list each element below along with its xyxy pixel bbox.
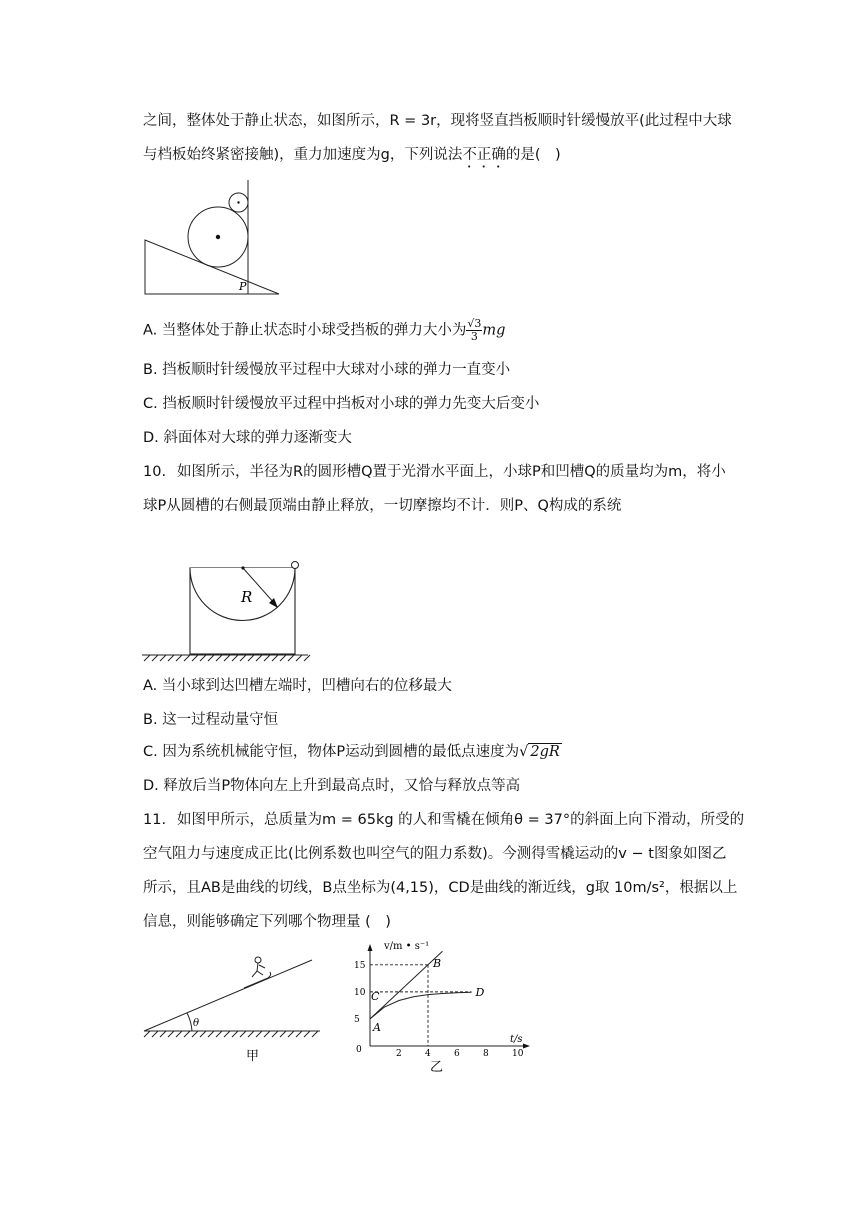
fraction: $\frac{√3}{3}$ <box>467 317 482 343</box>
x-tick-label: 4 <box>425 1049 431 1059</box>
incline-wedge <box>145 240 279 294</box>
q11-stem-line1: 11. 如图甲所示，总质量为m = 65kg 的人和雪橇在倾角θ = 37°的斜面上向下滑动，所受的 <box>143 812 745 828</box>
tangent-ab <box>370 951 443 1019</box>
fig-jia-caption: 甲 <box>246 1049 260 1064</box>
q9-stem-line2-b: 的是( ) <box>505 147 561 163</box>
x-tick-label: 10 <box>512 1049 524 1059</box>
q10-option-a[interactable]: A. 当小球到达凹槽左端时，凹槽向右的位移最大 <box>143 678 452 694</box>
q10-stem-line2: 球P从圆槽的右侧最顶端由静止释放，一切摩擦均不计．则P、Q构成的系统 <box>143 498 622 514</box>
q10-option-d[interactable]: D. 释放后当P物体向左上升到最高点时，又恰与释放点等高 <box>143 778 521 794</box>
y-tick-label: 5 <box>354 1014 360 1025</box>
vt-curve <box>370 989 472 1019</box>
q9-stem-line1: 之间，整体处于静止状态，如图所示，R = 3r，现将竖直挡板顺时针缓慢放平(此过程中大球 <box>143 113 732 129</box>
q11-stem-line4: 信息，则能够确定下列哪个物理量 ( ) <box>143 914 391 930</box>
x-tick-label: 2 <box>396 1049 402 1059</box>
point-label-c: C <box>371 989 380 1003</box>
x-tick-label: 6 <box>454 1049 460 1059</box>
radius-label: R <box>241 588 253 606</box>
q9-stem-line2 <box>143 145 561 171</box>
q9-figure-balls-on-incline <box>140 178 285 298</box>
q9-option-b[interactable]: B. 挡板顺时针缓慢放平过程中大球对小球的弹力一直变小 <box>143 362 511 378</box>
point-label-a: A <box>373 1020 381 1034</box>
q11-number: 11. <box>143 812 167 828</box>
q10-option-b[interactable]: B. 这一过程动量守恒 <box>143 712 279 728</box>
angle-label: θ <box>193 1018 200 1029</box>
q10-number: 10. <box>143 464 167 480</box>
q9-option-a[interactable]: A. 当整体处于静止状态时小球受挡板的弹力大小为 $\frac{√3}{3}$ mg <box>143 317 506 343</box>
incline-surface <box>144 960 312 1031</box>
angle-arc <box>187 1013 192 1031</box>
q10-option-c[interactable]: C. 因为系统机械能守恒，物体P运动到圆槽的最低点速度为√ 2gR <box>143 744 560 760</box>
q9-stem-line2-a: 与档板始终紧密接触)，重力加速度为g，下列说法 <box>143 147 463 163</box>
origin-label: 0 <box>356 1045 362 1055</box>
point-label-d: D <box>475 985 485 999</box>
y-tick-label: 10 <box>354 987 366 998</box>
x-axis-label: t/s <box>510 1034 523 1045</box>
q11-figure-jia-sled-incline <box>140 948 330 1073</box>
q10-stem-line1: 10. 如图所示，半径为R的圆形槽Q置于光滑水平面上，小球P和凹槽Q的质量均为m，将小 <box>143 464 726 480</box>
q9-option-c[interactable]: C. 挡板顺时针缓慢放平过程中挡板对小球的弹力先变大后变小 <box>143 396 540 412</box>
q9-option-d[interactable]: D. 斜面体对大球的弹力逐渐变大 <box>143 430 352 446</box>
fig-yi-caption: 乙 <box>430 1060 444 1075</box>
y-tick-label: 15 <box>354 960 366 971</box>
point-label-b: B <box>433 956 442 970</box>
q11-stem-line2: 空气阻力与速度成正比(比例系数也叫空气的阻力系数)。今测得雪橇运动的v − t图象如图乙 <box>143 846 727 862</box>
sqrt-expression: √ 2gR <box>519 744 560 760</box>
point-p-label: P <box>239 280 247 293</box>
q9-stem-emphasis: 不正确 <box>462 147 506 163</box>
ball-p <box>292 562 299 569</box>
q10-figure-circular-groove <box>140 558 310 662</box>
y-axis-label: v/m • s⁻¹ <box>384 941 430 952</box>
x-tick-label: 8 <box>483 1049 489 1059</box>
ground-hatching <box>144 655 310 661</box>
q11-stem-line3: 所示，且AB是曲线的切线，B点坐标为(4,15)，CD是曲线的渐近线，g取 10m/s²，根据以上 <box>143 880 738 896</box>
q11-figure-yi-vt-chart <box>350 940 535 1075</box>
